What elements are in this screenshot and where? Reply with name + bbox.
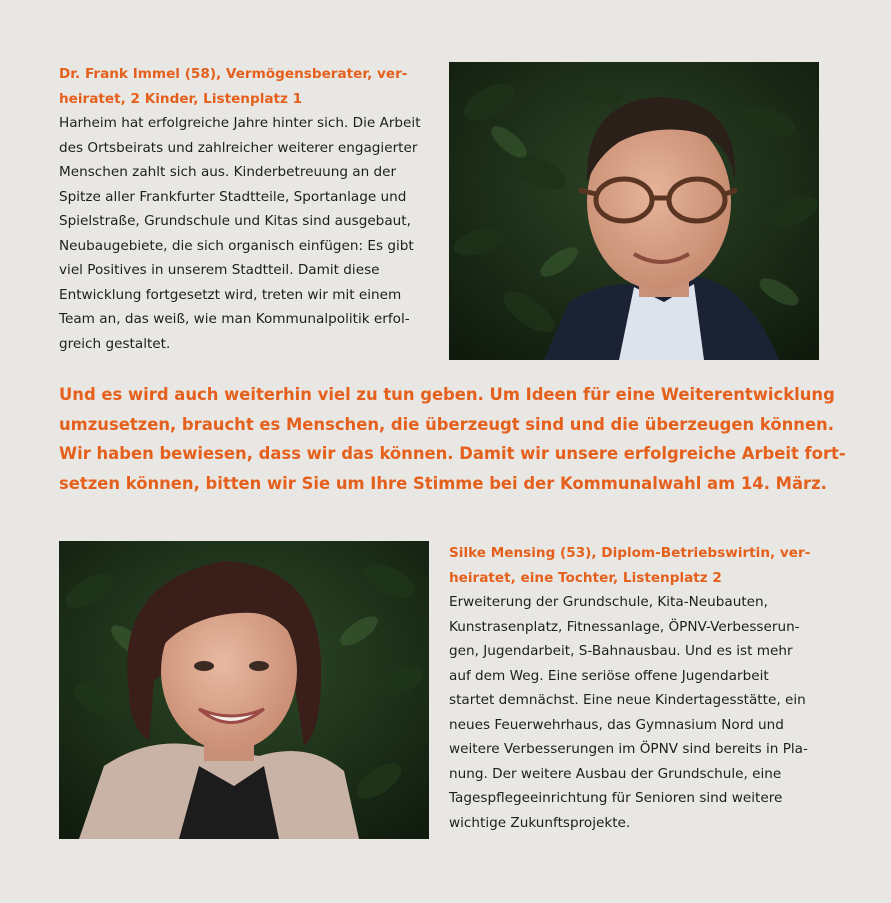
heading-line: Silke Mensing (53), Diplom-Betriebswirtin, ver- — [449, 545, 811, 561]
candidate-2-text — [449, 590, 829, 835]
text-line: Tagespflegeeinrichtung für Senioren sind weitere — [449, 790, 783, 806]
heading-line: Dr. Frank Immel (58), Vermögensberater, ver- — [59, 66, 408, 82]
candidate-1-heading — [59, 62, 429, 111]
text-line: Kunstrasenplatz, Fitnessanlage, ÖPNV-Verbesserun- — [449, 618, 800, 635]
text-line: startet demnächst. Eine neue Kindertagesstätte, ein — [449, 692, 806, 708]
text-line: nung. Der weitere Ausbau der Grundschule, eine — [449, 765, 782, 782]
heading-line: heiratet, eine Tochter, Listenplatz 2 — [449, 569, 722, 586]
heading-line: heiratet, 2 Kinder, Listenplatz 1 — [59, 90, 303, 107]
candidate-2-heading — [449, 541, 829, 590]
candidate-2-section — [449, 541, 829, 835]
lead-line: Und es wird auch weiterhin viel zu tun geben. Um Ideen für eine Weiterentwicklung — [59, 385, 835, 404]
candidate-1-section — [59, 62, 429, 356]
text-line: gen, Jugendarbeit, S-Bahnausbau. Und es ist mehr — [449, 643, 793, 659]
text-line: Neubaugebiete, die sich organisch einfügen: Es gibt — [59, 237, 414, 254]
lead-line: umzusetzen, braucht es Menschen, die überzeugt sind und die überzeugen können. — [59, 414, 834, 434]
text-line: Team an, das weiß, wie man Kommunalpolitik erfol- — [59, 311, 410, 327]
candidate-1-text — [59, 111, 429, 356]
lead-line: Wir haben bewiesen, dass wir das können. Damit wir unsere erfolgreiche Arbeit fort- — [59, 444, 846, 463]
text-line: Harheim hat erfolgreiche Jahre hinter sich. Die Arbeit — [59, 115, 421, 131]
candidate-2-photo — [59, 541, 429, 839]
lead-line: setzen können, bitten wir Sie um Ihre Stimme bei der Kommunalwahl am 14. März. — [59, 473, 827, 493]
lead-paragraph — [59, 380, 859, 498]
text-line: viel Positives in unserem Stadtteil. Damit diese — [59, 262, 380, 278]
text-line: Spielstraße, Grundschule und Kitas sind ausgebaut, — [59, 213, 411, 229]
text-line: greich gestaltet. — [59, 335, 171, 352]
text-line: neues Feuerwehrhaus, das Gymnasium Nord und — [449, 716, 784, 733]
candidate-1-photo — [449, 62, 819, 360]
text-line: auf dem Weg. Eine seriöse offene Jugendarbeit — [449, 667, 769, 684]
text-line: Erweiterung der Grundschule, Kita-Neubauten, — [449, 594, 768, 610]
text-line: des Ortsbeirats und zahlreicher weiterer engagierter — [59, 139, 418, 156]
text-line: Entwicklung fortgesetzt wird, treten wir mit einem — [59, 286, 402, 303]
text-line: Menschen zahlt sich aus. Kinderbetreuung an der — [59, 164, 397, 180]
text-line: wichtige Zukunftsprojekte. — [449, 814, 631, 831]
text-line: weitere Verbesserungen im ÖPNV sind bereits in Pla- — [449, 741, 808, 757]
text-line: Spitze aller Frankfurter Stadtteile, Sportanlage und — [59, 188, 407, 205]
